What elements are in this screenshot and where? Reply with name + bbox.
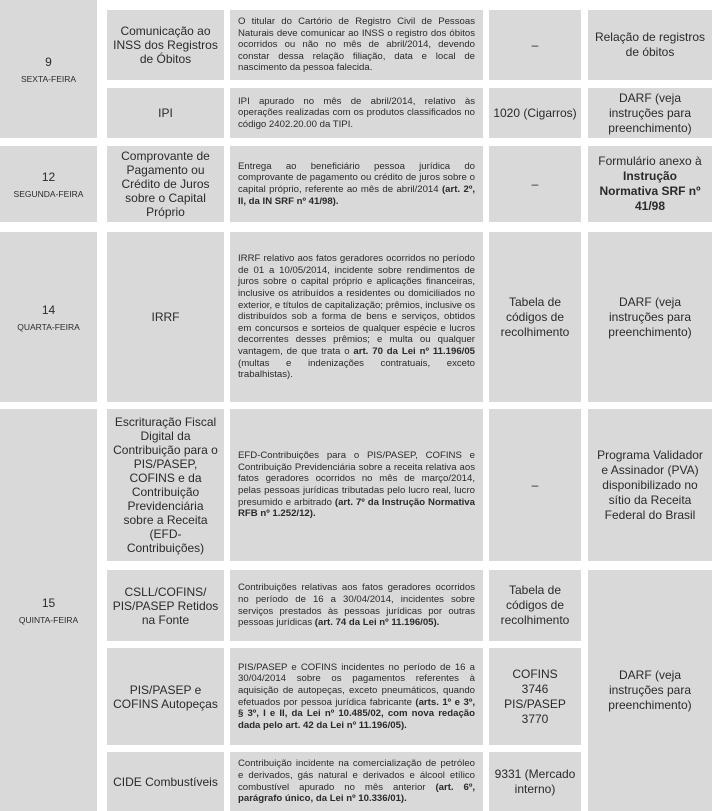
obligation-cell xyxy=(107,409,224,561)
code-text: 1020 (Cigarros) xyxy=(493,105,577,120)
document-text: DARF (veja instruções para preenchimento) xyxy=(608,294,692,339)
legal-reference: (art. 74 da Lei nº 11.196/05). xyxy=(314,617,440,629)
obligation-cell xyxy=(107,570,224,641)
obligation-text: Comprovante de Pagamento ou Crédito de Juros sobre o Capital Próprio xyxy=(121,149,210,219)
code-cell xyxy=(489,88,581,138)
legal-reference: art. 70 da Lei nº 11.196/05 xyxy=(353,345,475,357)
day-number: 9 xyxy=(45,54,52,69)
code-cell xyxy=(489,752,581,811)
description-cell xyxy=(230,232,483,402)
description-part: (multas e indenizações contratuais, exceto trabalhistas). xyxy=(238,357,475,381)
legal-reference: (art. 2º, II, da IN SRF nº 41/98). xyxy=(238,184,476,207)
obligation-cell xyxy=(107,88,224,138)
obligation-text: PIS/PASEP e COFINS Autopeças xyxy=(113,682,218,711)
document-cell-shared xyxy=(588,570,712,811)
description-part: IRRF relativo aos fatos geradores ocorridos no período de 01 a 10/05/2014, incidente sobre rendimentos de juros sobre o capital próprio e aplicações financeiras, inclusive os atribuídos a residentes ou domiciliados no exterior, e títulos de capitalização; prêmios, inclusive os distribuídos sob a forma de bens e serviços, obtidos em concursos e sorteios de qualquer espécie e lucros decorrentes desses prêmios; e multa ou qualquer vantagem, de que trata o xyxy=(238,253,475,357)
obligation-text: IPI xyxy=(158,106,173,120)
description-text xyxy=(238,662,475,732)
description-text: O titular do Cartório de Registro Civil de Pessoas Naturais deve comunicar ao INSS o registro dos óbitos ocorridos ou não no mês de abril/2014, devendo constar dessa relação filiação, data e local de nascimento da pessoa falecida. xyxy=(238,16,475,74)
document-cell xyxy=(588,146,712,222)
code-cell xyxy=(489,570,581,641)
code-line: 3746 xyxy=(521,681,549,696)
description-part: Contribuição incidente na comercialização de petróleo e derivados, gás natural e derivados e álcool etílico combustível apurado no mês anterior xyxy=(238,758,475,793)
legal-reference: (art. 6º, parágrafo único, da Lei nº 10.336/01). xyxy=(238,781,476,805)
day-number: 12 xyxy=(41,169,56,184)
code-cell xyxy=(489,10,581,80)
weekday-label: QUARTA-FEIRA xyxy=(17,321,80,332)
code-cell xyxy=(489,648,581,745)
description-cell xyxy=(230,648,483,745)
description-part: PIS/PASEP e COFINS incidentes no período de 16 a 30/04/2014 sobre os pagamentos referentes à aquisição de autopeças, exceto pneumáticos, quando efetuados por pessoa jurídica fabricante xyxy=(238,661,475,708)
document-text: Programa Validador e Assinador (PVA) disponibilizado no sítio da Receita Federal do Brasil xyxy=(597,447,703,522)
obligation-text: IRRF xyxy=(151,310,180,324)
code-cell xyxy=(489,146,581,222)
obligation-text: CIDE Combustíveis xyxy=(113,774,218,789)
code-text: 9331 (Mercado interno) xyxy=(494,766,576,796)
description-text xyxy=(238,253,475,381)
document-cell xyxy=(588,88,712,138)
obligation-cell xyxy=(107,146,224,222)
code-line: 3770 xyxy=(521,711,549,726)
weekday-label: SEGUNDA-FEIRA xyxy=(13,188,84,199)
document-cell xyxy=(588,232,712,402)
obligation-text: Comunicação ao INSS dos Registros de Óbitos xyxy=(113,24,218,66)
description-part: Entrega ao beneficiário pessoa jurídica do comprovante de pagamento ou crédito de juros sobre o capital próprio, referente ao mês de abril/2014 xyxy=(238,160,475,195)
code-cell xyxy=(489,232,581,402)
document-part: Formulário anexo à xyxy=(598,154,702,168)
code-text: – xyxy=(531,477,539,492)
code-text: Tabela de códigos de recolhimento xyxy=(500,583,570,627)
legal-reference: (arts. 1º e 3º, § 3º, I e II, da Lei nº 10.485/02, com nova redação dada pelo art. 42 da Lei nº 11.196/05). xyxy=(238,696,475,731)
obligation-cell xyxy=(107,232,224,402)
obligation-cell xyxy=(107,10,224,80)
description-text xyxy=(238,450,475,520)
document-cell xyxy=(588,10,712,80)
document-cell xyxy=(588,409,712,561)
code-line: PIS/PASEP xyxy=(504,696,566,711)
day-number: 15 xyxy=(41,595,56,610)
obligation-cell xyxy=(107,648,224,745)
description-cell xyxy=(230,10,483,80)
obligation-text: CSLL/COFINS/ PIS/PASEP Retidos na Fonte xyxy=(112,584,219,627)
description-part: EFD-Contribuições para o PIS/PASEP, COFINS e Contribuição Previdenciária sobre a receita relativa aos fatos geradores ocorridos no mês de março/2014, pelas pessoas jurídicas tributadas pelo lucro real, lucro presumido e arbitrado xyxy=(238,450,475,508)
document-text xyxy=(594,154,706,214)
date-cell-12 xyxy=(0,146,97,222)
document-text: Relação de registros de óbitos xyxy=(594,30,706,59)
date-cell-14 xyxy=(0,232,97,402)
weekday-label: SEXTA-FEIRA xyxy=(20,73,77,84)
code-line: COFINS xyxy=(512,666,558,681)
obligation-text: Escrituração Fiscal Digital da Contribuição para o PIS/PASEP, COFINS e da Contribuição Previdenciária sobre a Receita (EFD-Contribuições) xyxy=(113,415,218,555)
description-text: IPI apurado no mês de abril/2014, relativo às operações realizadas com os produtos classificados no código 2402.20.00 da TIPI. xyxy=(238,95,475,130)
description-cell xyxy=(230,88,483,138)
document-text: DARF (veja instruções para preenchimento) xyxy=(608,668,692,712)
description-cell xyxy=(230,409,483,561)
code-cell xyxy=(489,409,581,561)
description-cell xyxy=(230,752,483,811)
document-text: DARF (veja instruções para preenchimento) xyxy=(608,90,692,135)
code-text: – xyxy=(531,37,539,52)
obligation-cell xyxy=(107,752,224,811)
description-text xyxy=(238,758,475,804)
day-number: 14 xyxy=(41,302,56,317)
code-text: – xyxy=(531,176,539,191)
legal-reference: (art. 7º da Instrução Normativa RFB nº 1.252/12). xyxy=(238,496,475,520)
description-part: Contribuições relativas aos fatos geradores ocorridos no período de 16 a 30/04/2014, incidentes sobre serviços prestados às pessoas jurídicas por outras pessoas jurídicas xyxy=(238,582,475,629)
document-reference: Instrução Normativa SRF nº 41/98 xyxy=(599,169,701,213)
description-text xyxy=(238,161,475,207)
code-text: Tabela de códigos de recolhimento xyxy=(500,294,570,339)
description-cell xyxy=(230,570,483,641)
date-cell-15 xyxy=(0,409,97,811)
description-cell xyxy=(230,146,483,222)
date-cell-9 xyxy=(0,0,97,138)
weekday-label: QUINTA-FEIRA xyxy=(18,614,79,625)
description-text xyxy=(238,582,475,628)
